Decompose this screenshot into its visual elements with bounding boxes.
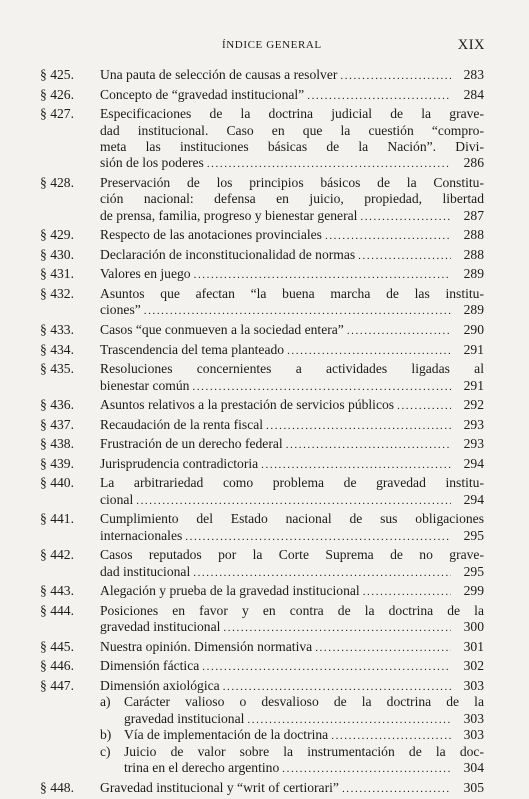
toc-entry	[0, 227, 529, 243]
entry-text-line: Respecto de las anotaciones provinciales	[100, 227, 322, 243]
entry-page-number: 291	[463, 341, 484, 357]
dot-leader	[315, 640, 451, 655]
dot-leader	[340, 68, 451, 83]
entry-text-line: Cumplimiento del Estado nacional de sus obligaciones	[100, 511, 484, 527]
entry-page-number: 291	[463, 377, 484, 393]
section-number: § 438.	[40, 436, 74, 452]
entry-text-line: ciones”	[100, 302, 141, 318]
toc-entry	[0, 286, 529, 319]
section-number: § 425.	[40, 67, 74, 82]
entry-page-number: 292	[463, 397, 484, 413]
section-number: § 426.	[40, 86, 74, 102]
section-number: § 432.	[40, 286, 74, 301]
entry-title	[100, 603, 484, 636]
entry-title	[100, 286, 484, 319]
entry-text-line: Recaudación de la renta fiscal	[100, 416, 264, 432]
entry-page-number: 303	[463, 678, 484, 694]
dot-leader	[247, 712, 451, 727]
entry-page-number: 289	[463, 302, 484, 318]
section-number: § 430.	[40, 246, 74, 262]
toc-entry	[0, 678, 529, 776]
entry-text-line: dad institucional. Caso en que la cuestión “compro-	[100, 122, 484, 138]
dot-leader	[261, 457, 451, 472]
dot-leader	[223, 679, 451, 694]
entry-page-number: 295	[463, 527, 484, 543]
entry-page-number: 288	[463, 246, 484, 262]
toc-entry	[0, 106, 529, 172]
dot-leader	[266, 418, 451, 433]
entry-text-line: Gravedad institucional y “writ of certiorari”	[100, 779, 339, 795]
entry-title	[100, 397, 484, 413]
dot-leader	[287, 343, 451, 358]
toc-entry	[0, 547, 529, 580]
entry-page-number: 283	[463, 67, 484, 82]
entry-page-number: 305	[463, 779, 484, 795]
toc-entry	[0, 417, 529, 433]
toc-subentry	[100, 744, 484, 777]
section-number: § 446.	[40, 658, 74, 674]
dot-leader	[325, 228, 451, 243]
dot-leader	[192, 379, 451, 394]
entry-text-line: Asuntos que afectan “la buena marcha de las institu-	[100, 286, 484, 301]
toc-entry	[0, 67, 529, 83]
toc-entry	[0, 266, 529, 282]
dot-leader	[223, 620, 451, 635]
entry-text-line: Especificaciones de la doctrina judicial de la grave-	[100, 106, 484, 122]
entry-text-line: meta las instituciones básicas de la Nación”. Divi-	[100, 138, 484, 154]
toc-entry	[0, 342, 529, 358]
section-number: § 447.	[40, 678, 74, 694]
toc-entry	[0, 780, 529, 796]
entry-text-line: Una pauta de selección de causas a resolver	[100, 67, 338, 82]
toc-entry	[0, 397, 529, 413]
entry-text-line: Dimensión fáctica	[100, 658, 200, 674]
table-of-contents	[0, 67, 529, 799]
entry-page-number: 299	[463, 583, 484, 599]
entry-text-line: Vía de implementación de la doctrina	[124, 727, 329, 743]
entry-page-number: 284	[463, 86, 484, 102]
entry-title	[100, 547, 484, 580]
entry-title	[100, 678, 484, 694]
entry-page-number: 289	[463, 266, 484, 282]
dot-leader	[363, 584, 451, 599]
entry-text-line: Concepto de “gravedad institucional”	[100, 86, 305, 102]
entry-text-line: Casos reputados por la Corte Suprema de no grave-	[100, 547, 484, 563]
entry-page-number: 294	[463, 491, 484, 507]
toc-entry	[0, 475, 529, 508]
entry-text-line: Jurisprudencia contradictoria	[100, 455, 259, 471]
dot-leader	[342, 781, 451, 796]
entry-title	[100, 436, 484, 452]
section-number: § 428.	[40, 174, 74, 190]
entry-text-line: dad institucional	[100, 563, 191, 579]
entry-title	[100, 266, 484, 282]
toc-entry	[0, 603, 529, 636]
entry-title	[100, 361, 484, 394]
entry-text-line: Declaración de inconstitucionalidad de normas	[100, 246, 356, 262]
entry-page-number: 303	[463, 727, 484, 743]
entry-page-number: 301	[463, 638, 484, 654]
toc-entry	[0, 639, 529, 655]
running-header	[0, 37, 529, 57]
entry-text-line: gravedad institucional	[124, 710, 245, 726]
entry-text-line: de prensa, familia, progreso y bienestar general	[100, 207, 358, 223]
entry-page-number: 288	[463, 227, 484, 243]
dot-leader	[185, 529, 451, 544]
toc-entry	[0, 658, 529, 674]
entry-text-line: ción nacional: defensa en juicio, propiedad, libertad	[100, 191, 484, 207]
page-number: XIX	[457, 37, 485, 53]
entry-text-line: Valores en juego	[100, 266, 191, 282]
entry-title	[100, 780, 484, 796]
entry-text-line: bienestar común	[100, 377, 190, 393]
section-number: § 431.	[40, 266, 74, 282]
toc-subentry	[100, 694, 484, 727]
entry-text-line: sión de los poderes	[100, 155, 204, 171]
dot-leader	[360, 209, 451, 224]
entry-title	[100, 456, 484, 472]
section-number: § 435.	[40, 361, 74, 377]
toc-subentry	[100, 727, 484, 743]
entry-text-line: Nuestra opinión. Dimensión normativa	[100, 638, 313, 654]
entry-page-number: 294	[463, 455, 484, 471]
entry-title	[100, 106, 484, 172]
entry-title	[100, 511, 484, 544]
entry-title	[100, 87, 484, 103]
entry-text-line: cional	[100, 491, 134, 507]
entry-title	[100, 175, 484, 224]
dot-leader	[307, 88, 451, 103]
entry-text-line: Carácter valioso o desvalioso de la doctrina de la	[124, 694, 484, 710]
subentry-label: b)	[100, 727, 112, 743]
section-number: § 445.	[40, 638, 74, 654]
entry-page-number: 300	[463, 619, 484, 635]
entry-text-line: trina en el derecho argentino	[124, 759, 280, 775]
dot-leader	[202, 659, 451, 674]
entry-text-line: Frustración de un derecho federal	[100, 436, 283, 452]
section-number: § 443.	[40, 583, 74, 599]
entry-text-line: Dimensión axiológica	[100, 678, 220, 694]
entry-title	[100, 417, 484, 433]
toc-entry	[0, 583, 529, 599]
toc-entry	[0, 175, 529, 224]
entry-title	[100, 227, 484, 243]
entry-text-line: Alegación y prueba de la gravedad institucional	[100, 583, 360, 599]
section-number: § 436.	[40, 397, 74, 413]
dot-leader	[207, 156, 451, 171]
entry-title	[100, 322, 484, 338]
entry-page-number: 290	[463, 321, 484, 337]
toc-entry	[0, 361, 529, 394]
entry-title	[100, 247, 484, 263]
entry-text-line: Asuntos relativos a la prestación de servicios públicos	[100, 397, 395, 413]
entry-page-number: 286	[463, 155, 484, 171]
section-number: § 442.	[40, 547, 74, 563]
entry-page-number: 295	[463, 563, 484, 579]
section-number: § 434.	[40, 341, 74, 357]
section-number: § 441.	[40, 511, 74, 527]
section-number: § 444.	[40, 602, 74, 618]
entry-title	[100, 639, 484, 655]
entry-text-line: Posiciones en favor y en contra de la doctrina de la	[100, 602, 484, 618]
entry-text-line: Preservación de los principios básicos de la Constitu-	[100, 174, 484, 190]
entry-title	[100, 475, 484, 508]
dot-leader	[286, 437, 451, 452]
subentry-label: c)	[100, 743, 111, 759]
section-number: § 427.	[40, 106, 74, 122]
dot-leader	[331, 728, 451, 743]
dot-leader	[136, 493, 451, 508]
entry-title	[100, 67, 484, 83]
entry-page-number: 293	[463, 436, 484, 452]
subentry-label: a)	[100, 694, 111, 710]
entry-page-number: 303	[463, 710, 484, 726]
dot-leader	[194, 267, 451, 282]
dot-leader	[358, 248, 451, 263]
dot-leader	[193, 565, 451, 580]
toc-entry	[0, 456, 529, 472]
dot-leader	[282, 761, 451, 776]
entry-page-number: 287	[463, 207, 484, 223]
section-number: § 439.	[40, 455, 74, 471]
toc-entry	[0, 87, 529, 103]
toc-entry	[0, 436, 529, 452]
entry-text-line: La arbitrariedad como problema de gravedad institu-	[100, 475, 484, 491]
entry-text-line: Resoluciones concernientes a actividades ligadas al	[100, 361, 484, 377]
entry-page-number: 304	[463, 759, 484, 775]
dot-leader	[144, 303, 451, 318]
section-number: § 433.	[40, 321, 74, 337]
entry-page-number: 302	[463, 658, 484, 674]
toc-entry	[0, 322, 529, 338]
section-number: § 440.	[40, 475, 74, 491]
entry-text-line: Juicio de valor sobre la instrumentación de la doc-	[124, 743, 484, 759]
entry-title	[100, 342, 484, 358]
section-number: § 448.	[40, 779, 74, 795]
entry-text-line: gravedad institucional	[100, 619, 221, 635]
toc-entry	[0, 511, 529, 544]
entry-text-line: internacionales	[100, 527, 183, 543]
entry-text-line: Casos “que conmueven a la sociedad entera”	[100, 321, 344, 337]
dot-leader	[347, 323, 451, 338]
running-header-title: ÍNDICE GENERAL	[222, 39, 322, 51]
entry-title	[100, 583, 484, 599]
entry-page-number: 293	[463, 416, 484, 432]
section-number: § 429.	[40, 227, 74, 243]
entry-title	[100, 658, 484, 674]
dot-leader	[397, 398, 451, 413]
entry-text-line: Trascendencia del tema planteado	[100, 341, 285, 357]
toc-entry	[0, 247, 529, 263]
section-number: § 437.	[40, 416, 74, 432]
